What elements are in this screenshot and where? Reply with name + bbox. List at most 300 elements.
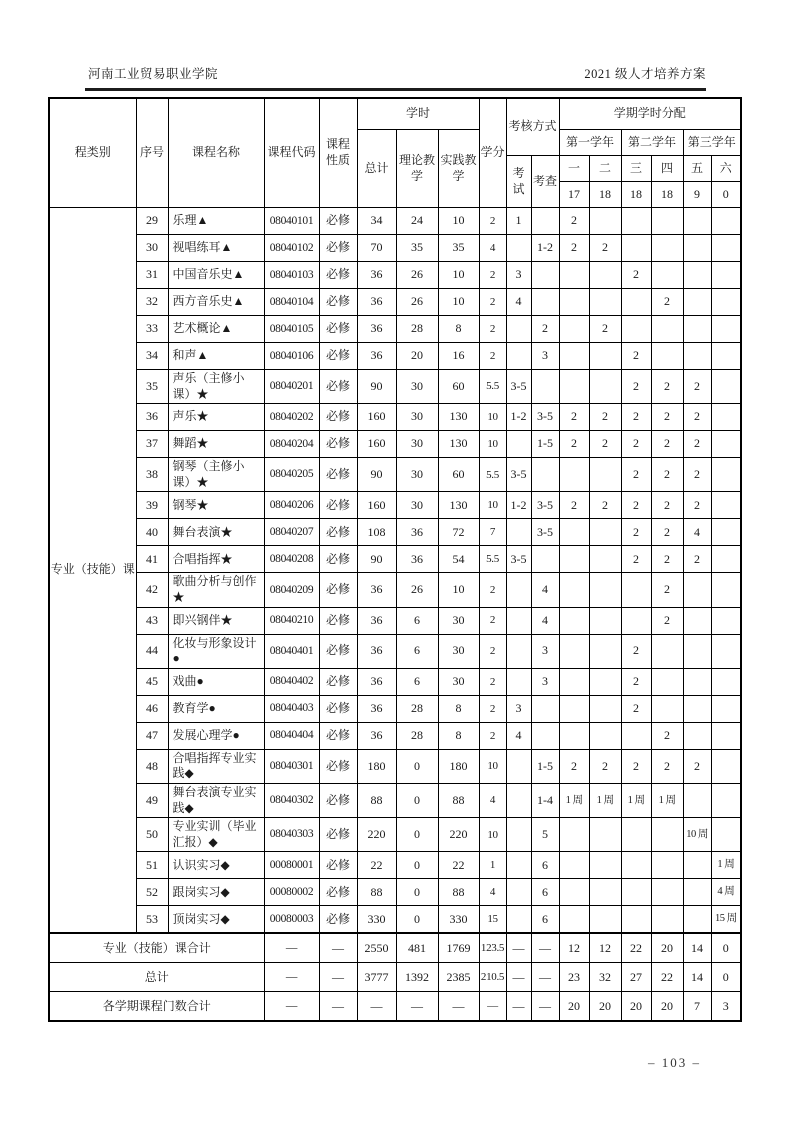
- col-header-course-name: 课程名称: [168, 98, 264, 208]
- summary-label: 各学期课程门数合计: [49, 992, 264, 1022]
- cell-semester-5: [683, 668, 711, 695]
- cell-hours-theory: 30: [396, 404, 438, 431]
- curriculum-table: [48, 97, 742, 1022]
- table-row: [49, 722, 741, 749]
- cell-semester-1: 2: [559, 749, 589, 783]
- cell-semester-4: [651, 818, 683, 852]
- cell-course-nature: 必修: [319, 573, 357, 607]
- cell-semester-4: 2: [651, 607, 683, 634]
- cell-hours-total: 36: [357, 695, 396, 722]
- cell-semester-1: 2: [559, 235, 589, 262]
- cell-course-nature: 必修: [319, 634, 357, 668]
- cell-semester-3: 2: [621, 492, 651, 519]
- cell-credits: 2: [479, 316, 506, 343]
- cell-credits: 2: [479, 208, 506, 235]
- cell-hours-total: 160: [357, 404, 396, 431]
- cell-exam: [506, 749, 531, 783]
- cell-exam: [506, 573, 531, 607]
- cell-check: 3-5: [531, 519, 559, 546]
- cell-semester-2: 2: [589, 431, 621, 458]
- cell-semester-5: 2: [683, 492, 711, 519]
- cell-course-name: 舞台表演★: [168, 519, 264, 546]
- col-header-semester-4: 四: [651, 156, 683, 182]
- cell-credits: 2: [479, 289, 506, 316]
- cell-check: 3-5: [531, 492, 559, 519]
- cell-semester-5: 2: [683, 404, 711, 431]
- cell-exam: 4: [506, 289, 531, 316]
- table-row: [49, 607, 741, 634]
- cell-hours-theory: 0: [396, 818, 438, 852]
- cell-hours-total: 160: [357, 492, 396, 519]
- cell-semester-2: [589, 852, 621, 879]
- cell-credits: 4: [479, 879, 506, 906]
- col-header-course-code: 课程代码: [264, 98, 319, 208]
- cell-semester-3: 2: [621, 634, 651, 668]
- cell-semester-3: [621, 573, 651, 607]
- cell-hours-practice: 220: [438, 818, 479, 852]
- cell-course-name: 钢琴★: [168, 492, 264, 519]
- cell-semester-1: [559, 316, 589, 343]
- cell-semester-2: [589, 370, 621, 404]
- cell-semester-6: 4 周: [711, 879, 741, 906]
- cell-seq: 44: [136, 634, 168, 668]
- cell-course-code: 08040201: [264, 370, 319, 404]
- cell-hours-theory: 30: [396, 458, 438, 492]
- cell-check: [531, 208, 559, 235]
- cell-credits: 2: [479, 668, 506, 695]
- cell-exam: 1-2: [506, 404, 531, 431]
- cell-check: 4: [531, 607, 559, 634]
- cell-hours-theory: 26: [396, 262, 438, 289]
- cell-semester-2: [589, 818, 621, 852]
- cell-course-nature: —: [319, 933, 357, 963]
- cell-semester-5: [683, 634, 711, 668]
- cell-semester-6: [711, 668, 741, 695]
- cell-semester-6: [711, 458, 741, 492]
- cell-semester-6: 0: [711, 933, 741, 963]
- summary-row: [49, 933, 741, 963]
- cell-hours-total: 36: [357, 262, 396, 289]
- cell-hours-practice: 10: [438, 208, 479, 235]
- cell-exam: 4: [506, 722, 531, 749]
- semester-weeks-4: 18: [651, 182, 683, 208]
- col-header-hours-practice: 实践教学: [438, 130, 479, 208]
- cell-hours-total: 90: [357, 370, 396, 404]
- cell-semester-2: 32: [589, 963, 621, 992]
- cell-credits: 10: [479, 404, 506, 431]
- cell-semester-5: 2: [683, 749, 711, 783]
- table-header: [49, 98, 741, 208]
- cell-credits: 10: [479, 818, 506, 852]
- cell-hours-total: 160: [357, 431, 396, 458]
- cell-course-nature: 必修: [319, 749, 357, 783]
- cell-course-name: 即兴钢伴★: [168, 607, 264, 634]
- cell-hours-practice: 10: [438, 573, 479, 607]
- cell-semester-2: [589, 208, 621, 235]
- cell-hours-theory: 28: [396, 316, 438, 343]
- cell-course-code: 00080003: [264, 906, 319, 934]
- semester-weeks-2: 18: [589, 182, 621, 208]
- cell-course-code: 08040210: [264, 607, 319, 634]
- cell-hours-theory: 28: [396, 695, 438, 722]
- cell-semester-5: [683, 208, 711, 235]
- cell-semester-4: [651, 634, 683, 668]
- cell-course-name: 钢琴（主修小课）★: [168, 458, 264, 492]
- cell-check: [531, 695, 559, 722]
- cell-semester-2: 12: [589, 933, 621, 963]
- cell-hours-practice: 130: [438, 492, 479, 519]
- cell-credits: —: [479, 992, 506, 1022]
- cell-credits: 2: [479, 262, 506, 289]
- cell-semester-1: [559, 343, 589, 370]
- cell-semester-2: 2: [589, 316, 621, 343]
- table-row: [49, 370, 741, 404]
- cell-semester-3: 2: [621, 546, 651, 573]
- cell-exam: [506, 818, 531, 852]
- cell-semester-4: [651, 208, 683, 235]
- cell-course-name: 中国音乐史▲: [168, 262, 264, 289]
- cell-seq: 36: [136, 404, 168, 431]
- cell-check: 3: [531, 343, 559, 370]
- cell-semester-3: 2: [621, 668, 651, 695]
- cell-exam: 3-5: [506, 458, 531, 492]
- cell-semester-2: 2: [589, 492, 621, 519]
- cell-exam: [506, 607, 531, 634]
- cell-course-nature: 必修: [319, 208, 357, 235]
- cell-semester-1: [559, 370, 589, 404]
- table-row: [49, 289, 741, 316]
- cell-credits: 5.5: [479, 370, 506, 404]
- cell-semester-5: 2: [683, 458, 711, 492]
- course-rows: [49, 208, 741, 934]
- cell-course-code: 08040105: [264, 316, 319, 343]
- cell-semester-3: 2: [621, 458, 651, 492]
- cell-course-nature: 必修: [319, 492, 357, 519]
- cell-course-nature: —: [319, 992, 357, 1022]
- cell-semester-5: 2: [683, 546, 711, 573]
- table-row: [49, 519, 741, 546]
- cell-check: [531, 289, 559, 316]
- cell-semester-4: [651, 316, 683, 343]
- cell-check: —: [531, 992, 559, 1022]
- cell-semester-3: 1 周: [621, 783, 651, 817]
- cell-semester-5: [683, 879, 711, 906]
- cell-semester-4: [651, 879, 683, 906]
- cell-hours-total: 70: [357, 235, 396, 262]
- cell-course-code: 08040208: [264, 546, 319, 573]
- cell-course-nature: 必修: [319, 431, 357, 458]
- cell-seq: 37: [136, 431, 168, 458]
- cell-course-code: 08040103: [264, 262, 319, 289]
- cell-check: [531, 370, 559, 404]
- cell-semester-1: [559, 668, 589, 695]
- cell-seq: 45: [136, 668, 168, 695]
- cell-seq: 43: [136, 607, 168, 634]
- cell-hours-theory: 0: [396, 783, 438, 817]
- cell-check: [531, 546, 559, 573]
- col-header-course-nature: 课程性质: [319, 98, 357, 208]
- cell-course-nature: —: [319, 963, 357, 992]
- cell-hours-practice: 72: [438, 519, 479, 546]
- cell-semester-4: 2: [651, 431, 683, 458]
- cell-hours-theory: 35: [396, 235, 438, 262]
- cell-semester-5: 14: [683, 933, 711, 963]
- cell-hours-total: 36: [357, 607, 396, 634]
- cell-semester-5: [683, 343, 711, 370]
- cell-seq: 40: [136, 519, 168, 546]
- cell-semester-3: 2: [621, 370, 651, 404]
- cell-semester-1: [559, 607, 589, 634]
- cell-semester-5: [683, 695, 711, 722]
- col-header-hours-theory: 理论教学: [396, 130, 438, 208]
- cell-semester-4: 20: [651, 992, 683, 1022]
- cell-hours-theory: 6: [396, 634, 438, 668]
- cell-semester-6: [711, 546, 741, 573]
- cell-seq: 35: [136, 370, 168, 404]
- cell-check: —: [531, 963, 559, 992]
- cell-course-code: 08040204: [264, 431, 319, 458]
- cell-course-name: 跟岗实习◆: [168, 879, 264, 906]
- table-row: [49, 458, 741, 492]
- cell-semester-3: 2: [621, 404, 651, 431]
- cell-course-name: 化妆与形象设计●: [168, 634, 264, 668]
- cell-semester-5: [683, 852, 711, 879]
- cell-seq: 47: [136, 722, 168, 749]
- cell-hours-practice: 180: [438, 749, 479, 783]
- cell-hours-practice: 60: [438, 458, 479, 492]
- cell-hours-practice: 30: [438, 668, 479, 695]
- cell-hours-theory: 26: [396, 289, 438, 316]
- cell-semester-4: 2: [651, 289, 683, 316]
- cell-exam: —: [506, 963, 531, 992]
- table-row: [49, 749, 741, 783]
- cell-semester-1: 2: [559, 431, 589, 458]
- cell-semester-1: 2: [559, 404, 589, 431]
- cell-seq: 29: [136, 208, 168, 235]
- cell-semester-5: [683, 722, 711, 749]
- cell-exam: [506, 235, 531, 262]
- cell-exam: 1-2: [506, 492, 531, 519]
- cell-hours-total: —: [357, 992, 396, 1022]
- cell-semester-5: [683, 573, 711, 607]
- col-header-exam: 考试: [506, 156, 531, 208]
- cell-exam: 3: [506, 262, 531, 289]
- cell-hours-total: 88: [357, 879, 396, 906]
- cell-semester-1: [559, 458, 589, 492]
- school-name: 河南工业贸易职业学院: [88, 67, 219, 81]
- cell-hours-total: 22: [357, 852, 396, 879]
- cell-credits: 10: [479, 749, 506, 783]
- cell-hours-total: 36: [357, 722, 396, 749]
- cell-seq: 34: [136, 343, 168, 370]
- cell-course-name: 舞蹈★: [168, 431, 264, 458]
- cell-course-nature: 必修: [319, 519, 357, 546]
- cell-semester-5: 4: [683, 519, 711, 546]
- table-row: [49, 316, 741, 343]
- cell-hours-practice: 22: [438, 852, 479, 879]
- page-number: – 103 –: [648, 1055, 701, 1070]
- cell-semester-3: 2: [621, 695, 651, 722]
- cell-semester-3: [621, 235, 651, 262]
- table-row: [49, 668, 741, 695]
- cell-course-name: 专业实训（毕业汇报）◆: [168, 818, 264, 852]
- cell-semester-6: [711, 208, 741, 235]
- cell-course-code: 08040106: [264, 343, 319, 370]
- cell-semester-3: 27: [621, 963, 651, 992]
- cell-exam: —: [506, 933, 531, 963]
- cell-semester-4: [651, 906, 683, 934]
- cell-semester-2: [589, 519, 621, 546]
- cell-exam: [506, 634, 531, 668]
- cell-hours-practice: —: [438, 992, 479, 1022]
- cell-course-name: 戏曲●: [168, 668, 264, 695]
- cell-credits: 10: [479, 492, 506, 519]
- cell-credits: 210.5: [479, 963, 506, 992]
- col-header-year3: 第三学年: [683, 130, 741, 156]
- table-row: [49, 783, 741, 817]
- cell-semester-2: 2: [589, 749, 621, 783]
- cell-hours-theory: 28: [396, 722, 438, 749]
- cell-semester-4: 2: [651, 458, 683, 492]
- cell-seq: 38: [136, 458, 168, 492]
- cell-hours-practice: 1769: [438, 933, 479, 963]
- summary-row: [49, 963, 741, 992]
- cell-hours-total: 36: [357, 573, 396, 607]
- cell-exam: [506, 783, 531, 817]
- table-row: [49, 343, 741, 370]
- cell-semester-1: [559, 546, 589, 573]
- cell-credits: 15: [479, 906, 506, 934]
- cell-course-name: 认识实习◆: [168, 852, 264, 879]
- cell-semester-1: 12: [559, 933, 589, 963]
- cell-credits: 2: [479, 607, 506, 634]
- cell-semester-1: [559, 852, 589, 879]
- cell-course-nature: 必修: [319, 607, 357, 634]
- col-header-credits: 学分: [479, 98, 506, 208]
- cell-credits: 5.5: [479, 546, 506, 573]
- cell-hours-practice: 35: [438, 235, 479, 262]
- cell-hours-theory: 30: [396, 431, 438, 458]
- cell-semester-2: [589, 458, 621, 492]
- cell-course-code: 08040205: [264, 458, 319, 492]
- cell-semester-2: [589, 343, 621, 370]
- cell-semester-1: [559, 262, 589, 289]
- cell-semester-6: 3: [711, 992, 741, 1022]
- col-header-year2: 第二学年: [621, 130, 683, 156]
- cell-semester-6: [711, 783, 741, 817]
- cell-semester-3: [621, 316, 651, 343]
- cell-hours-practice: 8: [438, 722, 479, 749]
- cell-hours-practice: 60: [438, 370, 479, 404]
- cell-course-code: 00080001: [264, 852, 319, 879]
- cell-semester-2: [589, 634, 621, 668]
- cell-course-code: 08040401: [264, 634, 319, 668]
- cell-semester-6: [711, 316, 741, 343]
- cell-semester-1: [559, 289, 589, 316]
- table-row: [49, 906, 741, 934]
- cell-course-nature: 必修: [319, 316, 357, 343]
- cell-credits: 4: [479, 783, 506, 817]
- cell-semester-6: [711, 749, 741, 783]
- cell-hours-practice: 54: [438, 546, 479, 573]
- cell-exam: [506, 852, 531, 879]
- cell-seq: 30: [136, 235, 168, 262]
- cell-semester-3: [621, 607, 651, 634]
- cell-semester-3: [621, 906, 651, 934]
- cell-semester-3: 2: [621, 262, 651, 289]
- cell-hours-practice: 88: [438, 783, 479, 817]
- cell-semester-5: [683, 607, 711, 634]
- cell-semester-6: 15 周: [711, 906, 741, 934]
- cell-hours-theory: 20: [396, 343, 438, 370]
- cell-semester-4: [651, 343, 683, 370]
- cell-course-name: 西方音乐史▲: [168, 289, 264, 316]
- cell-course-name: 歌曲分析与创作★: [168, 573, 264, 607]
- cell-semester-4: 2: [651, 722, 683, 749]
- cell-course-nature: 必修: [319, 722, 357, 749]
- cell-semester-4: 20: [651, 933, 683, 963]
- cell-semester-5: 2: [683, 370, 711, 404]
- cell-seq: 42: [136, 573, 168, 607]
- cell-credits: 2: [479, 343, 506, 370]
- col-header-category: 程类别: [49, 98, 136, 208]
- cell-check: 5: [531, 818, 559, 852]
- cell-seq: 53: [136, 906, 168, 934]
- cell-course-code: —: [264, 963, 319, 992]
- cell-semester-2: [589, 722, 621, 749]
- header-rule: [85, 88, 706, 91]
- cell-semester-3: 2: [621, 431, 651, 458]
- cell-semester-1: [559, 818, 589, 852]
- cell-credits: 2: [479, 722, 506, 749]
- cell-check: 1-4: [531, 783, 559, 817]
- cell-course-code: 08040102: [264, 235, 319, 262]
- col-header-semester-5: 五: [683, 156, 711, 182]
- cell-hours-total: 88: [357, 783, 396, 817]
- cell-semester-5: 2: [683, 431, 711, 458]
- cell-semester-6: [711, 343, 741, 370]
- cell-semester-5: 14: [683, 963, 711, 992]
- cell-semester-5: [683, 289, 711, 316]
- cell-course-code: 08040301: [264, 749, 319, 783]
- cell-exam: [506, 431, 531, 458]
- summary-label: 专业（技能）课合计: [49, 933, 264, 963]
- cell-semester-4: 2: [651, 404, 683, 431]
- cell-seq: 39: [136, 492, 168, 519]
- cell-semester-6: [711, 607, 741, 634]
- cell-semester-4: 2: [651, 749, 683, 783]
- cell-hours-practice: 330: [438, 906, 479, 934]
- cell-hours-theory: 30: [396, 370, 438, 404]
- category-cell: 专业（技能）课: [49, 208, 136, 934]
- cell-credits: 2: [479, 634, 506, 668]
- cell-semester-5: [683, 316, 711, 343]
- cell-semester-2: [589, 262, 621, 289]
- table-row: [49, 262, 741, 289]
- cell-hours-practice: 10: [438, 262, 479, 289]
- cell-hours-theory: —: [396, 992, 438, 1022]
- cell-semester-4: 22: [651, 963, 683, 992]
- cell-course-nature: 必修: [319, 370, 357, 404]
- cell-credits: 123.5: [479, 933, 506, 963]
- cell-semester-3: [621, 289, 651, 316]
- cell-hours-theory: 0: [396, 852, 438, 879]
- cell-semester-5: [683, 783, 711, 817]
- cell-check: 2: [531, 316, 559, 343]
- cell-semester-6: [711, 431, 741, 458]
- cell-seq: 32: [136, 289, 168, 316]
- table-row: [49, 404, 741, 431]
